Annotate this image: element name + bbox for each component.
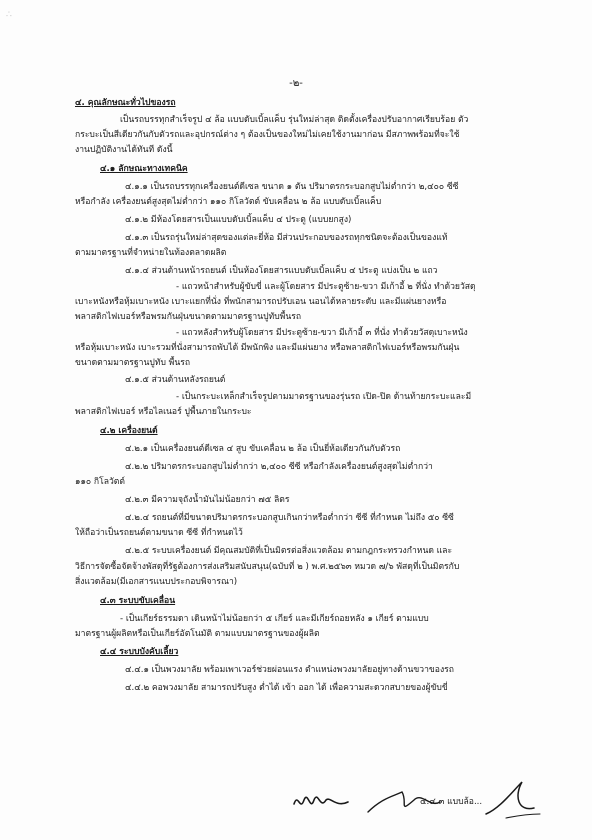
paragraph-line: ตามมาตรฐานที่จำหน่ายในท้องตลาดผลิต	[75, 248, 227, 258]
paragraph-line: ๔.๒.๔ รถยนต์ที่มีขนาดปริมาตรกระบอกสูบเกินกว่าหรือต่ำกว่า ซีซี ที่กำหนด ไม่ถึง ๕๐ ซีซี	[125, 513, 454, 523]
paragraph-line: ๔.๔.๑ เป็นพวงมาลัย พร้อมเพาเวอร์ช่วยผ่อนแรง ตำแหน่งพวงมาลัยอยู่ทางด้านขวาของรถ	[125, 665, 454, 675]
paragraph-line: ให้ถือว่าเป็นรถยนต์ตามขนาด ซีซี ที่กำหนดไว้	[75, 528, 243, 538]
intro-line: เป็นรถบรรทุกสำเร็จรูป ๔ ล้อ แบบดับเบิ้ลแค็บ รุ่นใหม่ล่าสุด ติดตั้งเครื่องปรับอากาศเรียบร้อย ตัว	[120, 115, 469, 125]
paragraph-line: - แถวหน้าสำหรับผู้ขับขี่ และผู้โดยสาร มีประตูซ้าย-ขวา มีเก้าอี้ ๒ ที่นั่ง ทำด้วยวัสดุ	[176, 282, 476, 292]
paragraph-line: - เป็นกระบะเหล็กสำเร็จรูปตามมาตรฐานของรุ่นรถ เปิด-ปิด ด้านท้ายกระบะและมี	[176, 392, 472, 402]
paragraph-line: - เป็นเกียร์ธรรมดา เดินหน้าไม่น้อยกว่า ๕ เกียร์ และมีเกียร์ถอยหลัง ๑ เกียร์ ตามแบบ	[120, 614, 429, 624]
paragraph-line: ๔.๑.๑ เป็นรถบรรทุกเครื่องยนต์ดีเซล ขนาด ๑ ตัน ปริมาตรกระบอกสูบไม่ต่ำกว่า ๒,๔๐๐ ซีซี	[125, 182, 459, 192]
paragraph-line: ขนาดตามมาตรฐานปูทับ พื้นรถ	[75, 358, 191, 368]
continued-footer: ๔.๔.๓ แบบล้อ...	[420, 797, 483, 807]
paragraph-line: หรือกำลัง เครื่องยนต์สูงสุดไม่ต่ำกว่า ๑๑๐ กิโลวัตต์ ขับเคลื่อน ๒ ล้อ แบบดับเบิ้ลแค็บ	[75, 197, 382, 207]
paragraph-line: เบาะหนังหรือหุ้มเบาะหนัง เบาะแยกที่นั่ง ที่พนักสามารถปรับเอน นอนได้หลายระดับ และมีแผ่นยางหรือ	[75, 297, 447, 307]
paragraph-line: สิ่งแวดล้อม(มีเอกสารแนบประกอบพิจารณา)	[75, 577, 238, 587]
subsection-heading: ๔.๔ ระบบบังคับเลี้ยว	[100, 647, 179, 657]
intro-line: งานปฏิบัติงานได้ทันที ดังนี้	[75, 145, 173, 155]
paragraph-line: ๔.๔.๒ คอพวงมาลัย สามารถปรับสูง ต่ำได้ เข้า ออก ได้ เพื่อความสะดวกสบายของผู้ขับขี่	[125, 683, 448, 693]
paragraph-line: วิธีการจัดซื้อจัดจ้างพัสดุที่รัฐต้องการส่งเสริมสนับสนุน(ฉบับที่ ๒ ) พ.ศ.๒๕๖๓ หมวด ๗/๖ พัสดุที่เป็นมิตรกับ	[75, 562, 460, 572]
subsection-heading: ๔.๓ ระบบขับเคลื่อน	[100, 596, 176, 606]
paragraph-line: ๔.๑.๕ ส่วนด้านหลังรถยนต์	[125, 375, 226, 385]
paragraph-line: ๔.๑.๒ มีห้องโดยสารเป็นแบบดับเบิ้ลแค็บ ๔ ประตู (แบบยกสูง)	[125, 215, 352, 225]
scan-mark: ∴	[6, 10, 12, 20]
intro-line: กระบะเป็นสีเดียวกันกับตัวรถและอุปกรณ์ต่าง ๆ ต้องเป็นของใหม่ไม่เคยใช้งานมาก่อน มีสภาพพร้อมที่จะใช้	[75, 130, 460, 140]
paragraph-line: ๑๑๐ กิโลวัตต์	[75, 477, 125, 487]
paragraph-line: พลาสติกไฟเบอร์หรือพรมกันฝุ่นขนาดตามมาตรฐานปูทับพื้นรถ	[75, 312, 302, 322]
paragraph-line: ๔.๑.๔ ส่วนด้านหน้ารถยนต์ เป็นห้องโดยสารแบบดับเบิ้ลแค็บ ๔ ประตู แบ่งเป็น ๒ แถว	[125, 266, 438, 276]
page-number: -๒-	[289, 78, 303, 89]
subsection-heading: ๔.๒ เครื่องยนต์	[100, 426, 158, 436]
paragraph-line: ๔.๒.๕ ระบบเครื่องยนต์ มีคุณสมบัติที่เป็นมิตรต่อสิ่งแวดล้อม ตามกฎกระทรวงกำหนด และ	[125, 546, 453, 556]
paragraph-line: ๔.๒.๒ ปริมาตรกระบอกสูบไม่ต่ำกว่า ๒,๔๐๐ ซีซี หรือกำลังเครื่องยนต์สูงสุดไม่ต่ำกว่า	[125, 462, 433, 472]
paragraph-line: พลาสติกไฟเบอร์ หรือไลเนอร์ ปูพื้นภายในกระบะ	[75, 407, 252, 417]
paragraph-line: หรือหุ้มเบาะหนัง เบาะรวมที่นั่งสามารถพับได้ มีพนักพิง และมีแผ่นยาง หรือพลาสติกไฟเบอร์หรือพรมกันฝุ่น	[75, 343, 460, 353]
paragraph-line: มาตรฐานผู้ผลิตหรือเป็นเกียร์อัตโนมัติ ตามแบบมาตรฐานของผู้ผลิต	[75, 629, 320, 639]
paragraph-line: ๔.๒.๓ มีความจุถังน้ำมันไม่น้อยกว่า ๗๕ ลิตร	[125, 495, 290, 505]
section-heading: ๔. คุณลักษณะทั่วไปของรถ	[75, 98, 176, 108]
paragraph-line: - แถวหลังสำหรับผู้โดยสาร มีประตูซ้าย-ขวา มีเก้าอี้ ๓ ที่นั่ง ทำด้วยวัสดุเบาะหนัง	[176, 328, 468, 338]
subsection-heading: ๔.๑ ลักษณะทางเทคนิค	[100, 164, 188, 174]
paragraph-line: ๔.๑.๓ เป็นรถรุ่นใหม่ล่าสุดของแต่ละยี่ห้อ มีส่วนประกอบของรถทุกชนิดจะต้องเป็นของแท้	[125, 233, 448, 243]
paragraph-line: ๔.๒.๑ เป็นเครื่องยนต์ดีเซล ๔ สูบ ขับเคลื่อน ๒ ล้อ เป็นยี่ห้อเดียวกันกับตัวรถ	[125, 444, 401, 454]
